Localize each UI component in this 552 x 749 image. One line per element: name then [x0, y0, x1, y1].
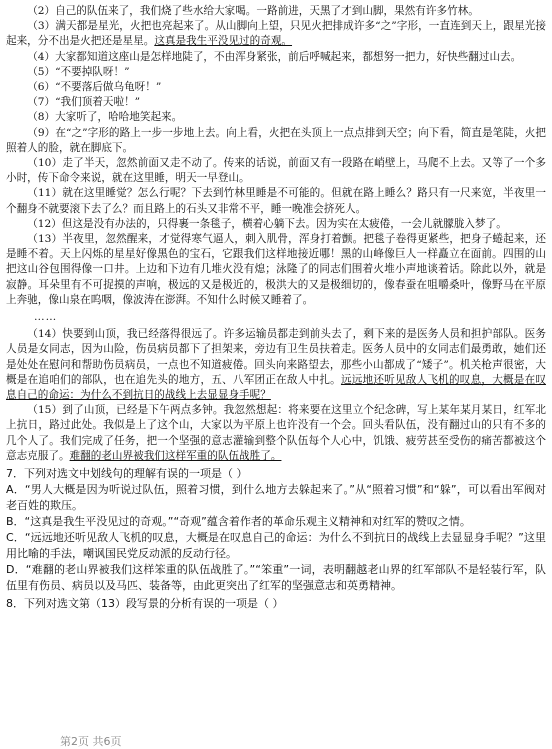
paragraph-14: [6, 327, 546, 403]
underlined-sentence-15: 难翻的老山界被我们这样军重的队伍战胜了。: [69, 449, 282, 462]
question-8-stem: 8．下列对选文第（13）段写景的分析有误的一项是（ ）: [6, 597, 284, 611]
paragraph-13: （13）半夜里，忽然醒来，才觉得寒气逼人，刺入肌骨，浑身打着颤。把毯子卷得更紧些，把身子蜷起来，还是睡不着。天上闪烁的星星好像黑色的宝石，它跟我们这样地接近哪！黑的山峰像巨人一样矗立在面前。四围的山把这山谷包围得像一口井。上边和下边有几堆火没有熄；泳隆了的同志们围着火堆小声地谈着话。除此以外，就是寂静。耳朵里有不可捉摸的声响，极远的又是极近的，极洪大的又是极细切的，像春蚕在咀嚼桑叶，像野马在平原上奔驰，像山泉在呜咽，像波涛在澎湃。不知什么时候又睡着了。: [6, 233, 546, 306]
ellipsis: ……: [34, 311, 58, 324]
question-7-stem: 7．下列对选文中划线句的理解有误的一项是（ ）: [6, 467, 248, 481]
paragraph-8: （8）大家听了，哈哈地笑起来。: [27, 111, 183, 124]
paragraph-15-text: （15）到了山顶，已经是下午两点多钟。我忽然想起：将来要在这里立个纪念碑，写上某年某月某日，红军北上抗日，路过此处。我似是上了这个山，大家以为平原上也许没有一个会。回头看队伍，没有翻过山的只有不多的几个人了。我们完成了任务，把一个坚强的意志灌输到整个队伍每个人心中，饥饿、疲劳甚至受伤的痛苦都被这个意志克服了。: [6, 404, 546, 462]
question-7-option-d: D．“难翻的老山界被我们这样笨重的队伍战胜了。”“笨重”一词，表明翻越老山界的红军部队不是轻装行军，队伍里有伤员、病员以及马匹、装备等，由此更突出了红军的坚强意志和英勇精神。: [6, 563, 546, 593]
paragraph-5: （5）“不要掉队呀！”: [27, 65, 130, 78]
paragraph-3-text: （3）满天都是星光，火把也亮起来了。从山脚向上望，只见火把排成许多“之”字形，一直连到天上，跟星光接起来，分不出是火把还是星星。: [6, 20, 546, 48]
paragraph-4: （4）大家都知道这座山是怎样地陡了，不由浑身紧张，前后呼喊起来，都想努一把力，好快些翻过山去。: [27, 50, 522, 63]
paragraph-15: [6, 403, 546, 464]
underlined-sentence-14: 远远地还听见敌人飞机的叹息，大概是在叹息自己的命运：为什么不到抗日的战线上去显显身手呢？: [6, 373, 547, 402]
question-7-option-b: B．“这真是我生平没见过的奇观。”“奇观”蕴含着作者的革命乐观主义精神和对红军的赞叹之情。: [6, 515, 471, 529]
paragraph-9: （9）在“之”字形的路上一步一步地上去。向上看，火把在头顶上一点点排到天空；向下看，简直是笔陡，火把照着人的脸，就在脚底下。: [6, 126, 546, 154]
question-7-option-c: C．“远远地还听见敌人飞机的叹息，大概是在叹息自己的命运：为什么不到抗日的战线上去显显身手呢？”这里用比喻的手法，嘲讽国民党反动派的反动行径。: [6, 531, 546, 561]
document-page: [6, 4, 546, 612]
paragraph-6: （6）“不要落后做乌龟呀！”: [27, 81, 162, 94]
paragraph-11: （11）就在这里睡觉？怎么行呢？下去到竹林里睡是不可能的。但就在路上睡么？路只有一尺来宽，半夜里一个翻身不就要滚下去了么？而且路上的石头又非常不平，睡一晚准会挤死人。: [6, 187, 546, 215]
paragraph-7: （7）“我们顶着天啦！”: [27, 96, 141, 109]
underlined-sentence-3: 这真是我生平没见过的奇观。: [154, 35, 293, 48]
page-footer: 第2页 共6页: [60, 735, 122, 748]
paragraph-3: [6, 19, 546, 49]
paragraph-12: （12）但这是没有办法的，只得裹一条毯子，横着心躺下去。因为实在太疲倦，一会儿就朦胧入梦了。: [27, 217, 507, 230]
paragraph-14-text: （14）快要到山顶，我已经落得很远了。许多运输员都走到前头去了，剩下来的是医务人员和担护部队。医务人员是女同志，因为山险，伤员病员都下了担架来，旁边有卫生员扶着走。医务人员中的女同志们最勇敢，她们还是处处在慰问和帮助伤员病员，一点也不知道疲倦。回头向来路望去，那些小山都成了“矮子”。机关枪声很密，大概是在追咱们的部队，也在追先头的地方，五、八军团正在敌人中扎。: [6, 328, 546, 386]
paragraph-2: （2）自己的队伍来了，我们烧了些水给大家喝。一路前进，天黑了才到山脚，果然有许多竹林。: [27, 5, 479, 17]
question-7-option-a: A．“男人大概是因为听说过队伍，照着习惯，到什么地方去躲起来了。”从“照着习惯”和“躲”，可以看出军阀对老百姓的欺压。: [6, 483, 546, 513]
paragraph-10: （10）走了半天，忽然前面又走不动了。传来的话说，前面又有一段路在峭壁上，马爬不上去。又等了一个多小时，传下命令来说，就在这里睡，明天一早登山。: [6, 157, 546, 185]
